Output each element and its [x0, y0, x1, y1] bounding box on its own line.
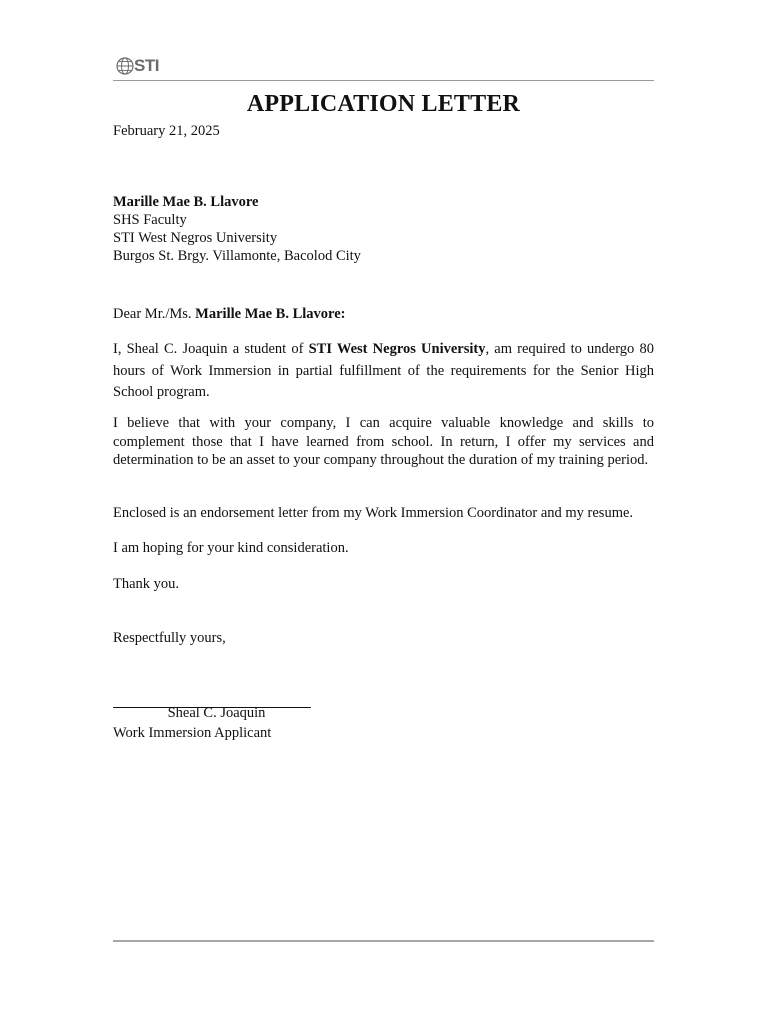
recipient-address: Burgos St. Brgy. Villamonte, Bacolod City: [113, 248, 361, 264]
salutation-prefix: Dear Mr./Ms.: [113, 306, 196, 322]
body-paragraph-2: I believe that with your company, I can acquire valuable knowledge and skills to complement those that I have learned from school. In return, I offer my services and determination to be an asset to your company throughout the duration of my training period.: [113, 415, 654, 469]
body1-after: , am required to undergo 80 hours of Work Immersion in partial fulfillment of the requirements for the Senior High School program.: [113, 341, 654, 400]
recipient-position: SHS Faculty: [113, 212, 187, 228]
logo-text: STI: [134, 56, 159, 75]
body-paragraph-1: [113, 339, 654, 404]
signature-title: Work Immersion Applicant: [113, 725, 272, 741]
header-rule: [113, 80, 654, 81]
letter-date: February 21, 2025: [113, 123, 220, 139]
closing: Respectfully yours,: [113, 630, 226, 646]
body-paragraph-4: I am hoping for your kind consideration.: [113, 540, 349, 556]
page-title: APPLICATION LETTER: [246, 91, 521, 117]
body-paragraph-3: Enclosed is an endorsement letter from my Work Immersion Coordinator and my resume.: [113, 505, 634, 521]
body1-before: I, Sheal C. Joaquin a student of: [113, 341, 309, 357]
sti-logo: [116, 55, 159, 77]
recipient-name: [113, 193, 654, 211]
recipient-name-text: Marille Mae B. Llavore: [113, 194, 259, 210]
signature-name: Sheal C. Joaquin: [167, 705, 266, 721]
recipient-organization: STI West Negros University: [113, 230, 278, 246]
salutation-name: Marille Mae B. Llavore:: [195, 306, 346, 322]
salutation: [113, 305, 654, 323]
footer-rule: [113, 940, 654, 942]
body-paragraph-5: Thank you.: [113, 576, 180, 592]
body1-school: STI West Negros University: [308, 341, 486, 357]
globe-icon: [116, 56, 134, 76]
